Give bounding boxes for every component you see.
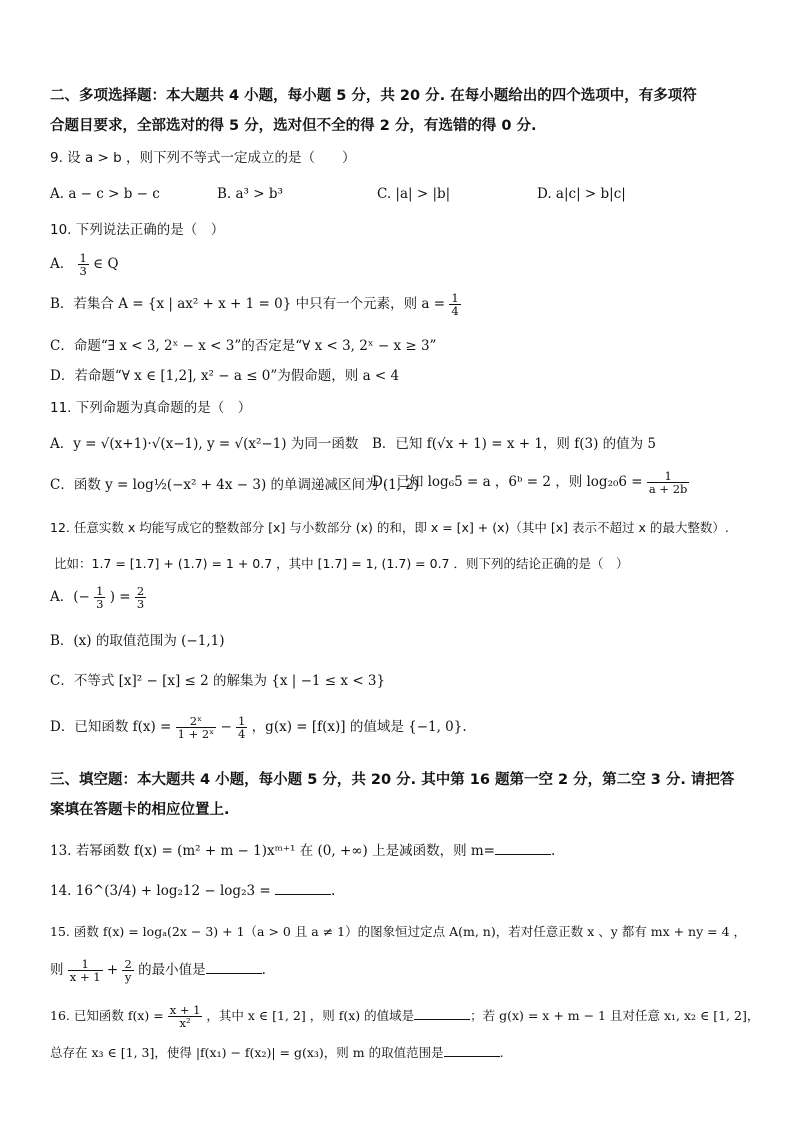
q12-a-den2: 3 <box>136 597 145 612</box>
q12-a-mid: ) = <box>109 589 131 606</box>
q12-d-num1: 2ˣ <box>176 715 216 728</box>
q10-stem: 10. 下列说法正确的是（ ） <box>50 222 225 238</box>
q10-a-den: 3 <box>79 264 87 279</box>
section3-heading-line1: 三、填空题：本大题共 4 小题，每小题 5 分，共 20 分. 其中第 16 题第一空 2 分，第二空 3 分. 请把答 <box>50 772 735 788</box>
q12-a-fraction1 <box>94 585 105 610</box>
q11-option-c: C．函数 y = log½(−x² + 4x − 3) 的单调递减区间为 (1, 2) <box>50 477 420 493</box>
q16-line2-text: 总存在 x₃ ∈ [1, 3]，使得 |f(x₁) − f(x₂)| = g(x₃)，则 m 的取值范围是 <box>50 1045 444 1060</box>
q9-option-b: B. a³ > b³ <box>217 186 283 202</box>
q10-option-a <box>50 252 119 277</box>
q11-stem: 11. 下列命题为真命题的是（ ） <box>50 400 252 416</box>
q10-option-d: D．若命题“∀ x ∈ [1,2], x² − a ≤ 0”为假命题，则 a < 4 <box>50 368 400 384</box>
q12-d-post: ，g(x) = [f(x)] 的值域是 {−1, 0}. <box>251 719 467 736</box>
q11-option-a: A．y = √(x+1)·√(x−1), y = √(x²−1) 为同一函数 <box>50 436 359 452</box>
q12-option-a <box>50 585 146 610</box>
q16-mid2: ；若 g(x) = x + m − 1 且对任意 x₁, x₂ ∈ [1, 2]， <box>470 1008 760 1024</box>
q12-option-d <box>50 715 467 740</box>
q16-answer-blank-2[interactable] <box>444 1044 500 1057</box>
section2-heading-line2: 合题目要求，全部选对的得 5 分，选对但不全的得 2 分，有选错的得 0 分. <box>50 118 537 134</box>
q15-post: 的最小值是 <box>138 962 206 979</box>
q15-end: . <box>261 962 266 979</box>
q15-den1: x + 1 <box>69 970 101 985</box>
q15-den2: y <box>124 970 132 985</box>
q11-d-fraction <box>647 470 689 495</box>
q12-a-num1: 1 <box>96 584 104 598</box>
q15-pre: 则 <box>50 962 64 979</box>
q10-a-suffix: ∈ Q <box>93 256 119 273</box>
section3-heading-line2: 案填在答题卡的相应位置上. <box>50 802 230 818</box>
q11-d-den: a + 2b <box>648 482 688 497</box>
q10-option-c: C．命题“∃ x < 3, 2ˣ − x < 3”的否定是“∀ x < 3, 2ˣ − x ≥ 3” <box>50 338 437 354</box>
q12-d-fraction2 <box>236 715 247 740</box>
q14 <box>50 882 335 899</box>
q10-b-den: 4 <box>451 304 459 319</box>
q10-a-prefix: A． <box>50 256 74 273</box>
q14-end: . <box>330 883 336 899</box>
q13-end: . <box>551 843 556 859</box>
q12-d-den1: 1 + 2ˣ <box>177 727 215 742</box>
q12-option-b: B．(x) 的取值范围为 (−1,1) <box>50 633 225 649</box>
q14-answer-blank[interactable] <box>275 882 331 895</box>
q9-stem: 9. 设 a > b ，则下列不等式一定成立的是（ ） <box>50 150 356 166</box>
q12-option-c: C．不等式 [x]² − [x] ≤ 2 的解集为 {x | −1 ≤ x < 3} <box>50 673 386 689</box>
q12-a-num2: 2 <box>136 584 145 598</box>
q12-stem-line2: 比如：1.7 = [1.7] + (1.7) = 1 + 0.7 ，其中 [1.7] = 1, (1.7) = 0.7 ．则下列的结论正确的是（ ） <box>54 556 629 571</box>
q12-a-fraction2 <box>135 585 146 610</box>
q12-stem-line1: 12. 任意实数 x 均能写成它的整数部分 [x] 与小数部分 (x) 的和，即 x = [x] + (x)（其中 [x] 表示不超过 x 的最大整数）. <box>50 520 729 535</box>
q9-option-d: D. a|c| > b|c| <box>537 186 626 202</box>
q9-option-a: A. a − c > b − c <box>50 186 160 202</box>
q16-pre: 16. 已知函数 f(x) = <box>50 1008 164 1024</box>
q11-option-b: B．已知 f(√x + 1) = x + 1，则 f(3) 的值为 5 <box>372 436 657 452</box>
q10-b-fraction <box>449 292 460 317</box>
q12-d-pre: D．已知函数 f(x) = <box>50 719 172 736</box>
q16-line1 <box>50 1004 759 1029</box>
q12-d-fraction1 <box>176 715 216 740</box>
q11-d-num: 1 <box>647 470 689 483</box>
q11-option-d <box>372 470 689 495</box>
q12-a-den1: 3 <box>96 597 104 612</box>
q12-d-minus: − <box>220 719 232 736</box>
q9-option-c: C. |a| > |b| <box>377 186 451 202</box>
q15-fraction2 <box>122 958 133 983</box>
q15-answer-blank[interactable] <box>206 961 262 974</box>
q12-a-text: A．(− <box>50 589 90 606</box>
q15-num1: 1 <box>68 958 103 971</box>
q11-d-text: D．已知 log₆5 = a ，6ᵇ = 2 ，则 log₂₀6 = <box>372 474 643 491</box>
q13-text: 13. 若幂函数 f(x) = (m² + m − 1)xᵐ⁺¹ 在 (0, +∞) 上是减函数，则 m= <box>50 843 495 859</box>
q10-b-text: B．若集合 A = {x | ax² + x + 1 = 0} 中只有一个元素，则 a = <box>50 296 446 313</box>
q12-d-num2: 1 <box>238 714 246 728</box>
q10-a-num: 1 <box>79 251 87 265</box>
q15-line2 <box>50 958 266 983</box>
q16-end: . <box>499 1045 504 1060</box>
q16-mid: ，其中 x ∈ [1, 2] ，则 f(x) 的值域是 <box>206 1008 415 1024</box>
section2-heading-line1: 二、多项选择题：本大题共 4 小题，每小题 5 分，共 20 分. 在每小题给出的四个选项中，有多项符 <box>50 88 697 104</box>
q16-line2 <box>50 1044 504 1060</box>
q16-answer-blank-1[interactable] <box>414 1007 470 1020</box>
q15-line1: 15. 函数 f(x) = logₐ(2x − 3) + 1（a > 0 且 a ≠ 1）的图象恒过定点 A(m, n)，若对任意正数 x 、y 都有 mx + ny = 4 ， <box>50 924 747 939</box>
q10-b-num: 1 <box>451 291 459 305</box>
q10-option-b <box>50 292 461 317</box>
q15-fraction1 <box>68 958 103 983</box>
q16-num: x + 1 <box>169 1003 201 1017</box>
q15-plus: + <box>106 962 119 979</box>
q10-a-fraction <box>78 252 89 277</box>
q16-fraction <box>168 1004 203 1029</box>
q13 <box>50 842 555 859</box>
q12-d-den2: 4 <box>238 727 246 742</box>
q16-den: x² <box>179 1016 191 1031</box>
q14-text: 14. 16^(3/4) + log₂12 − log₂3 = <box>50 883 271 899</box>
q13-answer-blank[interactable] <box>495 842 551 855</box>
q15-num2: 2 <box>124 957 132 971</box>
